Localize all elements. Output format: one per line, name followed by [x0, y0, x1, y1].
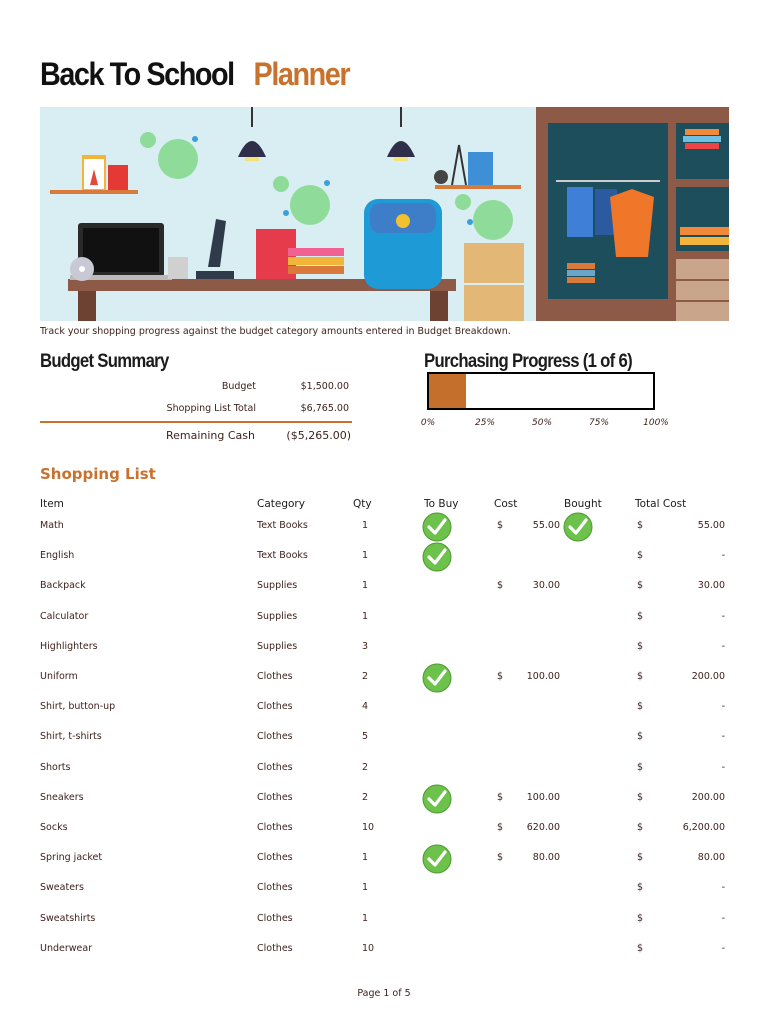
item-qty: 10 [362, 822, 375, 833]
table-row [0, 671, 768, 701]
column-header-category: Category [257, 498, 305, 510]
table-row [0, 520, 768, 550]
item-cost: 80.00 [532, 852, 560, 863]
column-header-to-buy: To Buy [424, 498, 459, 510]
item-qty: 1 [362, 580, 369, 591]
item-category: Clothes [257, 671, 293, 682]
item-qty: 2 [362, 762, 369, 773]
shopping-total-label: Shopping List Total [166, 403, 256, 414]
item-category: Clothes [257, 762, 293, 773]
item-qty: 1 [362, 550, 369, 561]
item-category: Clothes [257, 882, 293, 893]
progress-tick-75: 75% [588, 418, 610, 428]
table-row [0, 611, 768, 641]
table-row [0, 550, 768, 580]
column-header-bought: Bought [564, 498, 602, 510]
item-total-cost: - [721, 641, 725, 652]
check-circle-icon[interactable] [422, 844, 452, 874]
item-name: Math [40, 520, 64, 531]
item-category: Clothes [257, 852, 293, 863]
item-total-cost: 30.00 [697, 580, 725, 591]
item-total-cost: - [721, 550, 725, 561]
item-qty: 2 [362, 671, 369, 682]
total-currency: $ [637, 731, 644, 742]
item-category: Supplies [257, 580, 298, 591]
total-currency: $ [637, 822, 644, 833]
check-circle-icon[interactable] [422, 784, 452, 814]
table-row [0, 943, 768, 973]
item-qty: 4 [362, 701, 369, 712]
item-name: English [40, 550, 75, 561]
total-currency: $ [637, 641, 644, 652]
item-category: Clothes [257, 701, 293, 712]
budget-label: Budget [221, 381, 256, 392]
total-currency: $ [637, 943, 644, 954]
item-category: Clothes [257, 792, 293, 803]
column-header-item: Item [40, 498, 64, 510]
item-name: Calculator [40, 611, 89, 622]
item-name: Spring jacket [40, 852, 103, 863]
item-total-cost: 80.00 [697, 852, 725, 863]
table-row [0, 792, 768, 822]
total-currency: $ [637, 882, 644, 893]
cost-currency: $ [497, 792, 504, 803]
total-currency: $ [637, 520, 644, 531]
item-total-cost: - [721, 762, 725, 773]
table-row [0, 762, 768, 792]
progress-tick-0: 0% [420, 418, 436, 428]
title-part-1: Back To School [40, 56, 234, 92]
item-name: Uniform [40, 671, 78, 682]
page-footer: Page 1 of 5 [357, 988, 411, 999]
item-qty: 1 [362, 520, 369, 531]
item-cost: 30.00 [532, 580, 560, 591]
table-row [0, 913, 768, 943]
item-qty: 5 [362, 731, 369, 742]
item-qty: 10 [362, 943, 375, 954]
banner-illustration [40, 107, 729, 321]
item-qty: 1 [362, 852, 369, 863]
table-row [0, 641, 768, 671]
table-row [0, 580, 768, 610]
progress-bar-fill [429, 374, 466, 408]
cost-currency: $ [497, 520, 504, 531]
total-currency: $ [637, 913, 644, 924]
item-qty: 1 [362, 611, 369, 622]
item-total-cost: - [721, 943, 725, 954]
title-part-2: Planner [253, 56, 350, 92]
budget-summary-heading: Budget Summary [40, 351, 169, 372]
progress-heading: Purchasing Progress (1 of 6) [424, 351, 632, 372]
item-total-cost: 200.00 [691, 671, 725, 682]
item-qty: 1 [362, 882, 369, 893]
item-category: Clothes [257, 913, 293, 924]
item-name: Highlighters [40, 641, 98, 652]
total-currency: $ [637, 611, 644, 622]
item-name: Socks [40, 822, 68, 833]
progress-bar [427, 372, 655, 410]
cost-currency: $ [497, 671, 504, 682]
item-cost: 55.00 [532, 520, 560, 531]
total-currency: $ [637, 671, 644, 682]
item-qty: 1 [362, 913, 369, 924]
item-name: Backpack [40, 580, 86, 591]
item-cost: 620.00 [526, 822, 560, 833]
page-title [40, 56, 349, 100]
column-header-cost: Cost [494, 498, 518, 510]
instruction-caption: Track your shopping progress against the budget category amounts entered in Budget Breakdown. [40, 326, 511, 337]
item-category: Text Books [257, 520, 308, 531]
item-total-cost: 55.00 [697, 520, 725, 531]
item-total-cost: - [721, 731, 725, 742]
item-total-cost: 200.00 [691, 792, 725, 803]
total-currency: $ [637, 701, 644, 712]
table-row [0, 852, 768, 882]
summary-divider [40, 421, 352, 423]
table-row [0, 701, 768, 731]
table-row [0, 822, 768, 852]
check-circle-icon[interactable] [422, 542, 452, 572]
cost-currency: $ [497, 822, 504, 833]
item-name: Shirt, button-up [40, 701, 116, 712]
cost-currency: $ [497, 852, 504, 863]
item-name: Sneakers [40, 792, 84, 803]
item-cost: 100.00 [526, 671, 560, 682]
item-total-cost: - [721, 913, 725, 924]
column-header-qty: Qty [353, 498, 372, 510]
shopping-list-heading: Shopping List [40, 465, 156, 483]
remaining-cash-value: ($5,265.00) [286, 429, 351, 442]
item-name: Underwear [40, 943, 93, 954]
check-circle-icon[interactable] [563, 512, 593, 542]
item-category: Text Books [257, 550, 308, 561]
item-name: Sweaters [40, 882, 84, 893]
total-currency: $ [637, 852, 644, 863]
check-circle-icon[interactable] [422, 512, 452, 542]
item-category: Clothes [257, 822, 293, 833]
progress-tick-25: 25% [474, 418, 496, 428]
check-circle-icon[interactable] [422, 663, 452, 693]
item-category: Clothes [257, 943, 293, 954]
remaining-cash-label: Remaining Cash [165, 429, 255, 442]
item-name: Shirt, t-shirts [40, 731, 102, 742]
item-total-cost: - [721, 701, 725, 712]
budget-value: $1,500.00 [300, 381, 349, 392]
progress-tick-50: 50% [531, 418, 553, 428]
cost-currency: $ [497, 580, 504, 591]
total-currency: $ [637, 792, 644, 803]
item-total-cost: 6,200.00 [682, 822, 725, 833]
item-cost: 100.00 [526, 792, 560, 803]
total-currency: $ [637, 550, 644, 561]
item-total-cost: - [721, 611, 725, 622]
item-qty: 3 [362, 641, 369, 652]
item-name: Sweatshirts [40, 913, 96, 924]
shopping-total-value: $6,765.00 [300, 403, 349, 414]
table-row [0, 882, 768, 912]
column-header-total-cost: Total Cost [635, 498, 687, 510]
item-name: Shorts [40, 762, 71, 773]
total-currency: $ [637, 580, 644, 591]
progress-tick-100: 100% [643, 418, 669, 428]
total-currency: $ [637, 762, 644, 773]
item-qty: 2 [362, 792, 369, 803]
item-category: Supplies [257, 611, 298, 622]
item-category: Clothes [257, 731, 293, 742]
item-total-cost: - [721, 882, 725, 893]
item-category: Supplies [257, 641, 298, 652]
table-row [0, 731, 768, 761]
